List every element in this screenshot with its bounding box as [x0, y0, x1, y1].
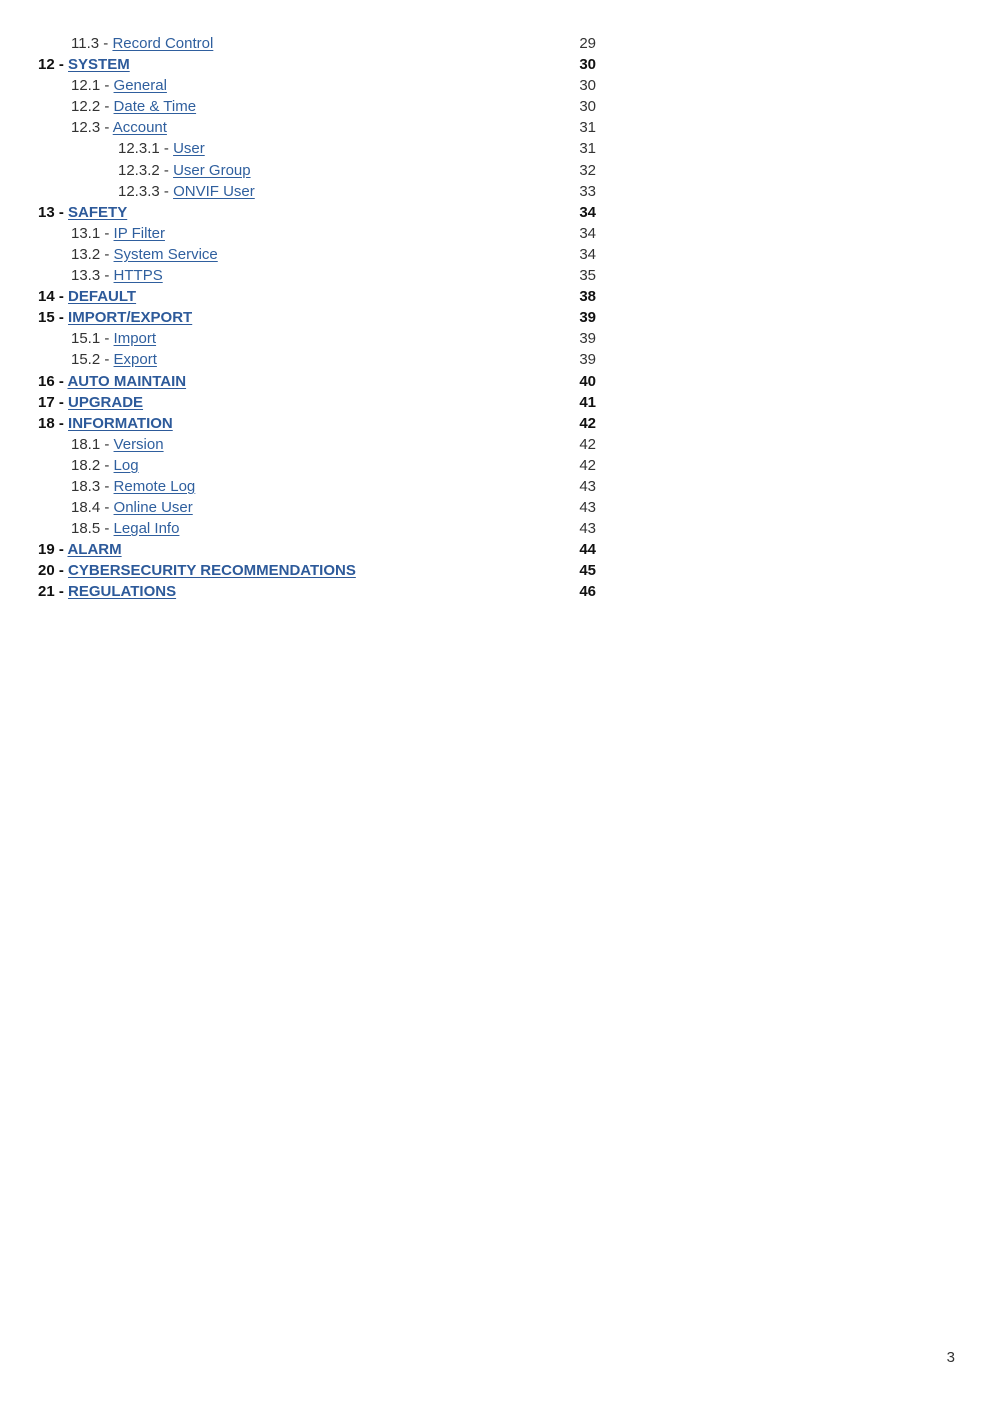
toc-entry-separator: - [159, 140, 174, 158]
toc-entry-number: 17 [38, 393, 55, 411]
toc-entry-page: 31 [579, 119, 596, 137]
toc-entry-separator: - [54, 541, 68, 559]
toc-entry-number: 21 [38, 583, 55, 601]
toc-entry-label [38, 581, 176, 602]
toc-entry [0, 392, 993, 413]
toc-entry-link[interactable]: Account [112, 119, 167, 137]
toc-entry-number: 18.1 [71, 435, 101, 453]
toc-entry-number: 13.1 [71, 224, 101, 242]
toc-entry-number: 18 [38, 414, 55, 432]
toc-entry [0, 328, 993, 349]
toc-entry-label [118, 181, 255, 202]
toc-entry [0, 33, 993, 54]
toc-entry-separator: - [54, 56, 69, 74]
toc-entry-separator: - [54, 372, 68, 390]
toc-entry-separator: - [100, 245, 114, 263]
toc-entry-number: 18.4 [71, 499, 101, 517]
toc-entry [0, 160, 993, 181]
toc-entry-separator: - [54, 393, 69, 411]
toc-entry-page: 35 [579, 267, 596, 285]
table-of-contents [0, 33, 993, 603]
toc-entry-separator: - [54, 414, 69, 432]
toc-entry-number: 18.5 [71, 520, 101, 538]
toc-entry-number: 12.3.3 [118, 182, 160, 200]
toc-entry [0, 75, 993, 96]
toc-entry-page: 34 [579, 203, 596, 221]
toc-entry-page: 42 [579, 414, 596, 432]
toc-entry-number: 12.1 [71, 77, 101, 95]
toc-entry [0, 202, 993, 223]
toc-entry-page: 31 [579, 140, 596, 158]
toc-entry-label [71, 33, 213, 54]
toc-entry [0, 518, 993, 539]
toc-entry-page: 43 [579, 477, 596, 495]
toc-entry-number: 15.2 [71, 351, 101, 369]
toc-entry-page: 46 [579, 583, 596, 601]
toc-entry-label [71, 244, 218, 265]
toc-entry [0, 223, 993, 244]
toc-entry [0, 54, 993, 75]
toc-entry-page: 39 [579, 351, 596, 369]
toc-entry-label [71, 434, 164, 455]
toc-entry-label [38, 202, 127, 223]
toc-entry-link[interactable]: Log [113, 456, 139, 474]
toc-entry-label [71, 117, 167, 138]
toc-entry [0, 96, 993, 117]
toc-entry-number: 13.3 [71, 267, 101, 285]
toc-entry-number: 15.1 [71, 330, 101, 348]
toc-entry-link[interactable]: UPGRADE [68, 393, 144, 411]
toc-entry-label [71, 497, 193, 518]
toc-entry-page: 42 [579, 435, 596, 453]
toc-entry-page: 30 [579, 98, 596, 116]
toc-entry [0, 539, 993, 560]
toc-entry-label [38, 413, 173, 434]
toc-entry-page: 38 [579, 288, 596, 306]
toc-entry-label [71, 518, 179, 539]
toc-entry-label [38, 54, 130, 75]
toc-entry-label [38, 286, 136, 307]
toc-entry-page: 34 [579, 224, 596, 242]
toc-entry-number: 15 [38, 309, 55, 327]
toc-entry-number: 18.3 [71, 477, 101, 495]
toc-entry-link[interactable]: INFORMATION [68, 414, 173, 432]
toc-entry-label [118, 160, 251, 181]
toc-entry-page: 30 [579, 56, 596, 74]
toc-entry-link[interactable]: General [113, 77, 167, 95]
toc-entry-page: 33 [579, 182, 596, 200]
toc-entry-separator: - [100, 330, 114, 348]
toc-entry [0, 181, 993, 202]
toc-entry-link[interactable]: SYSTEM [68, 56, 130, 74]
toc-entry-link[interactable]: Remote Log [113, 477, 196, 495]
toc-entry-label [38, 560, 356, 581]
page-number: 3 [946, 1349, 955, 1366]
toc-entry-separator: - [159, 161, 174, 179]
toc-entry [0, 286, 993, 307]
toc-entry-link[interactable]: CYBERSECURITY RECOMMENDATIONS [68, 562, 356, 580]
toc-entry-separator: - [100, 267, 114, 285]
toc-entry-label [38, 371, 186, 392]
toc-entry-link[interactable]: Version [113, 435, 164, 453]
toc-entry [0, 265, 993, 286]
toc-entry-number: 18.2 [71, 456, 101, 474]
toc-entry-number: 12 [38, 56, 55, 74]
toc-entry-link[interactable]: AUTO MAINTAIN [67, 372, 187, 390]
toc-entry-link[interactable]: REGULATIONS [68, 583, 177, 601]
toc-entry-separator: - [54, 309, 69, 327]
toc-entry-page: 30 [579, 77, 596, 95]
toc-entry-number: 14 [38, 288, 55, 306]
toc-entry-separator: - [99, 35, 113, 52]
toc-entry-link[interactable]: SAFETY [68, 203, 128, 221]
toc-entry-separator: - [100, 351, 114, 369]
toc-entry-number: 12.3.2 [118, 161, 160, 179]
toc-entry-label [118, 138, 205, 159]
toc-entry-page: 43 [579, 520, 596, 538]
toc-entry-page: 44 [579, 541, 596, 559]
toc-entry-separator: - [100, 98, 114, 116]
toc-entry-separator: - [54, 203, 69, 221]
toc-entry-label [38, 307, 192, 328]
toc-entry-label [71, 349, 157, 370]
toc-entry-number: 12.3 [71, 119, 101, 137]
toc-entry-separator: - [100, 119, 113, 137]
toc-entry-number: 13.2 [71, 245, 101, 263]
toc-entry-page: 39 [579, 330, 596, 348]
toc-entry-link[interactable]: Legal Info [113, 520, 180, 538]
toc-entry-label [71, 455, 139, 476]
toc-entry-link[interactable]: IMPORT/EXPORT [68, 309, 193, 327]
toc-entry-page: 40 [579, 372, 596, 390]
toc-entry-page: 45 [579, 562, 596, 580]
toc-entry-link[interactable]: User [173, 140, 205, 158]
toc-entry [0, 117, 993, 138]
toc-entry [0, 581, 993, 602]
toc-entry-number: 12.2 [71, 98, 101, 116]
toc-entry-separator: - [100, 77, 114, 95]
toc-entry-separator: - [54, 288, 69, 306]
toc-entry [0, 371, 993, 392]
toc-entry-link[interactable]: IP Filter [113, 224, 165, 242]
toc-entry [0, 497, 993, 518]
toc-entry-link[interactable]: Import [113, 330, 157, 348]
toc-entry-label [71, 476, 195, 497]
toc-entry [0, 349, 993, 370]
toc-entry-page: 29 [579, 35, 596, 52]
toc-entry-separator: - [100, 435, 114, 453]
toc-entry-number: 16 [38, 372, 55, 390]
toc-entry-separator: - [100, 456, 114, 474]
toc-entry-separator: - [100, 520, 114, 538]
toc-entry-label [38, 392, 143, 413]
toc-entry [0, 138, 993, 159]
toc-entry-separator: - [54, 562, 69, 580]
toc-entry-link[interactable]: Record Control [112, 35, 214, 52]
toc-entry-page: 42 [579, 456, 596, 474]
toc-entry-separator: - [54, 583, 69, 601]
toc-entry-number: 11.3 [71, 35, 100, 52]
toc-entry [0, 307, 993, 328]
toc-entry-label [71, 96, 196, 117]
toc-entry-label [38, 539, 122, 560]
toc-entry [0, 455, 993, 476]
toc-entry-link[interactable]: ALARM [67, 541, 122, 559]
toc-entry-page: 32 [579, 161, 596, 179]
toc-entry-link[interactable]: DEFAULT [68, 288, 137, 306]
toc-entry [0, 413, 993, 434]
toc-entry-label [71, 223, 165, 244]
toc-entry-separator: - [100, 224, 114, 242]
toc-entry-link[interactable]: Export [113, 351, 157, 369]
toc-entry-number: 12.3.1 [118, 140, 160, 158]
toc-entry-label [71, 75, 167, 96]
toc-entry-number: 20 [38, 562, 55, 580]
toc-entry-number: 13 [38, 203, 55, 221]
toc-entry-page: 39 [579, 309, 596, 327]
toc-entry-page: 43 [579, 499, 596, 517]
toc-entry [0, 476, 993, 497]
toc-entry-separator: - [100, 499, 114, 517]
toc-entry-page: 41 [579, 393, 596, 411]
toc-entry [0, 244, 993, 265]
toc-entry-link[interactable]: System Service [113, 245, 218, 263]
toc-entry-label [71, 265, 163, 286]
toc-entry [0, 434, 993, 455]
toc-entry-separator: - [100, 477, 114, 495]
toc-entry-label [71, 328, 156, 349]
toc-entry [0, 560, 993, 581]
toc-entry-link[interactable]: ONVIF User [173, 182, 255, 200]
toc-entry-separator: - [159, 182, 174, 200]
toc-entry-link[interactable]: Date & Time [113, 98, 197, 116]
toc-entry-page: 34 [579, 245, 596, 263]
toc-entry-link[interactable]: Online User [113, 499, 193, 517]
toc-entry-link[interactable]: HTTPS [113, 267, 163, 285]
toc-entry-number: 19 [38, 541, 55, 559]
toc-entry-link[interactable]: User Group [173, 161, 251, 179]
